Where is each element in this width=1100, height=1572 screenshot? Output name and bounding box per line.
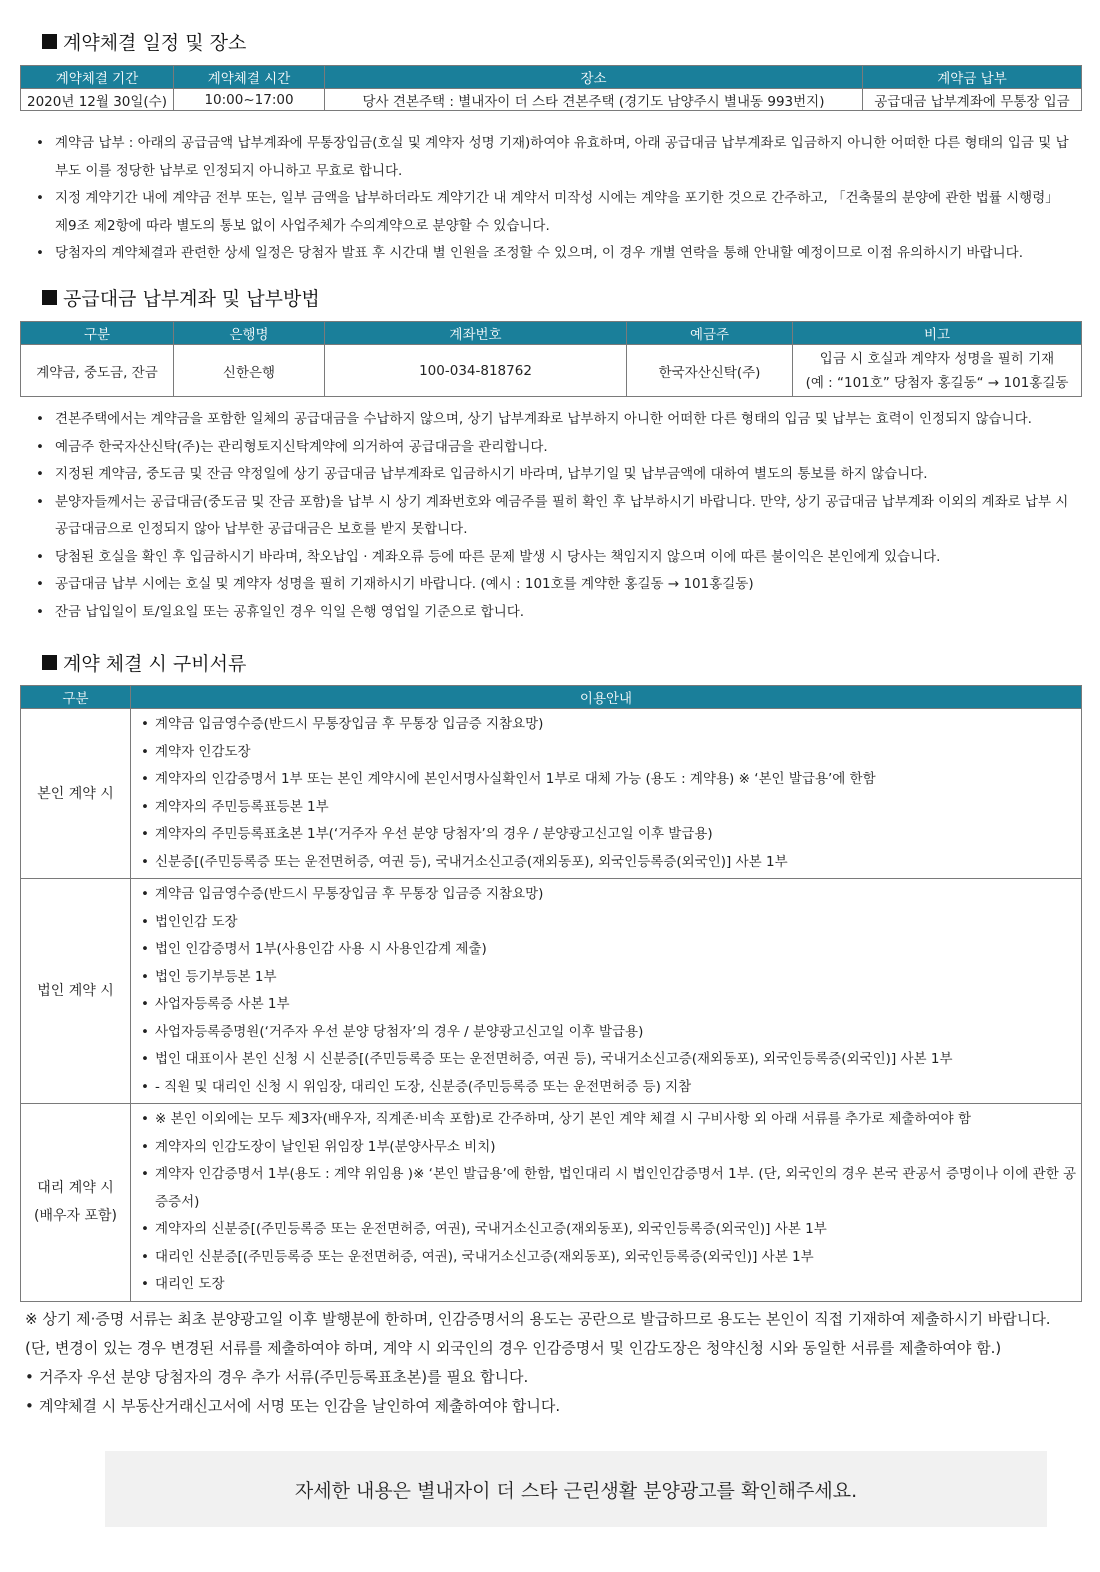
- section-title-text: 계약체결 일정 및 장소: [63, 32, 247, 54]
- list-item: • 법인 대표이사 본인 신청 시 신분증[(주민등록증 또는 운전면허증, 여권 등), 국내거소신고증(재외동포), 외국인등록증(외국인)] 사본 1부: [139, 1046, 1081, 1074]
- footnote-bullet: • 계약체결 시 부동산거래신고서에 서명 또는 인감을 날인하여 제출하여야 합니다.: [25, 1392, 1095, 1421]
- list-item: • 법인 등기부등본 1부: [139, 964, 1081, 992]
- table-header-row: [21, 66, 1082, 89]
- remarks-line: (예 : “101호” 당첨자 홍길동“ → 101홍길동: [805, 374, 1069, 391]
- header-cell: 계약금 납부: [863, 66, 1082, 89]
- list-item: • 법인인감 도장: [139, 909, 1081, 937]
- list-item: • 당첨된 호실을 확인 후 입금하시기 바라며, 착오납입 · 계좌오류 등에 따른 문제 발생 시 당사는 책임지지 않으며 이에 따른 불이익은 본인에게 있습니다.: [30, 544, 1075, 572]
- header-cell: 이용안내: [131, 686, 1082, 709]
- list-item: • 사업자등록증명원(‘거주자 우선 분양 당첨자’의 경우 / 분양광고신고일 이후 발급용): [139, 1019, 1081, 1047]
- list-item: • ※ 본인 이외에는 모두 제3자(배우자, 직계존·비속 포함)로 간주하며, 상기 본인 계약 체결 시 구비사항 외 아래 서류를 추가로 제출하여야 함: [139, 1106, 1081, 1134]
- remarks-cell: [793, 345, 1082, 397]
- section-title-text: 계약 체결 시 구비서류: [63, 653, 247, 675]
- section-title-schedule: [42, 28, 246, 55]
- list-item: • 법인 인감증명서 1부(사용인감 사용 시 사용인감계 제출): [139, 936, 1081, 964]
- footer-banner: [105, 1451, 1047, 1527]
- list-item: • 계약금 입금영수증(반드시 무통장입금 후 무통장 입금증 지참요망): [139, 881, 1081, 909]
- header-cell: 비고: [793, 322, 1082, 345]
- payment-account-table: [20, 321, 1082, 397]
- list-item: • 계약자 인감도장: [139, 739, 1081, 767]
- list-item: • - 직원 및 대리인 신청 시 위임장, 대리인 도장, 신분증(주민등록증 또는 운전면허증 등) 지참: [139, 1074, 1081, 1102]
- category-sublabel: (배우자 포함): [34, 1208, 117, 1225]
- bank-name-cell: 신한은행: [174, 345, 325, 397]
- section-title-payment: [42, 284, 320, 311]
- document-list: [139, 881, 1081, 1101]
- list-item: • 잔금 납입일이 토/일요일 또는 공휴일인 경우 익일 은행 영업일 기준으로 합니다.: [30, 599, 1075, 627]
- list-item: • 계약자의 주민등록표초본 1부(‘거주자 우선 분양 당첨자’의 경우 / 분양광고신고일 이후 발급용): [139, 821, 1081, 849]
- table-row: [21, 709, 1082, 879]
- header-cell: 은행명: [174, 322, 325, 345]
- header-cell: 계약체결 시간: [174, 66, 325, 89]
- black-square-icon: [42, 290, 57, 305]
- list-item: • 분양자들께서는 공급대금(중도금 및 잔금 포함)을 납부 시 상기 계좌번호와 예금주를 필히 확인 후 납부하시기 바랍니다. 만약, 상기 공급대금 납부계좌 이외의 계좌로 납부 시 공급대금으로 인정되지 않아 납부한 공급대금은 보호를 받지 못합니다.: [30, 489, 1075, 544]
- account-number-cell: 100-034-818762: [325, 345, 627, 397]
- footer-text: 자세한 내용은 별내자이 더 스타 근린생활 분양광고를 확인해주세요.: [294, 1479, 858, 1502]
- header-cell: 계약체결 기간: [21, 66, 174, 89]
- header-cell: 예금주: [627, 322, 793, 345]
- account-holder-cell: 한국자산신탁(주): [627, 345, 793, 397]
- table-row: [21, 89, 1082, 111]
- list-item: • 계약금 납부 : 아래의 공급금액 납부계좌에 무통장입금(호실 및 계약자 성명 기재)하여야 유효하며, 아래 공급대금 납부계좌로 입금하지 아니한 어떠한 다른 형태의 입금 및 납부도 이를 정당한 납부로 인정되지 아니하고 무효로 합니다.: [30, 130, 1075, 185]
- document-list: [139, 1106, 1081, 1299]
- deposit-payment-cell: 공급대금 납부계좌에 무통장 입금: [863, 89, 1082, 111]
- payment-type-cell: 계약금, 중도금, 잔금: [21, 345, 174, 397]
- items-cell: [131, 879, 1082, 1104]
- footnotes: [25, 1305, 1095, 1421]
- table-row: [21, 879, 1082, 1104]
- schedule-notes-list: [30, 130, 1075, 268]
- remarks-line: 입금 시 호실과 계약자 성명을 필히 기재: [819, 350, 1055, 367]
- header-cell: 계좌번호: [325, 322, 627, 345]
- header-cell: 구분: [21, 322, 174, 345]
- footnote-line: (단, 변경이 있는 경우 변경된 서류를 제출하여야 하며, 계약 시 외국인의 경우 인감증명서 및 인감도장은 청약신청 시와 동일한 서류를 제출하여야 함.): [25, 1339, 1002, 1357]
- contract-period-cell: 2020년 12월 30일(수): [21, 89, 174, 111]
- category-label: 본인 계약 시: [37, 785, 114, 802]
- list-item: • 신분증[(주민등록증 또는 운전면허증, 여권 등), 국내거소신고증(재외동포), 외국인등록증(외국인)] 사본 1부: [139, 849, 1081, 877]
- list-item: • 사업자등록증 사본 1부: [139, 991, 1081, 1019]
- required-documents-table: [20, 685, 1082, 1302]
- category-label: 법인 계약 시: [37, 983, 114, 999]
- list-item: • 대리인 신분증[(주민등록증 또는 운전면허증, 여권), 국내거소신고증(재외동포), 외국인등록증(외국인)] 사본 1부: [139, 1244, 1081, 1272]
- items-cell: [131, 1104, 1082, 1302]
- contract-time-cell: 10:00~17:00: [174, 89, 325, 111]
- list-item: • 지정 계약기간 내에 계약금 전부 또는, 일부 금액을 납부하더라도 계약기간 내 계약서 미작성 시에는 계약을 포기한 것으로 간주하고, 「건축물의 분양에 관한 법률 시행령」 제9조 제2항에 따라 별도의 통보 없이 사업주체가 수의계약으로 분양할 수 있습니다.: [30, 185, 1075, 240]
- schedule-table: [20, 65, 1082, 111]
- list-item: • 계약자의 인감증명서 1부 또는 본인 계약시에 본인서명사실확인서 1부로 대체 가능 (용도 : 계약용) ※ ‘본인 발급용’에 한함: [139, 766, 1081, 794]
- list-item: • 계약자의 인감도장이 날인된 위임장 1부(분양사무소 비치): [139, 1134, 1081, 1162]
- category-cell: [21, 1104, 131, 1302]
- category-label: 대리 계약 시: [37, 1180, 114, 1197]
- list-item: • 견본주택에서는 계약금을 포함한 일체의 공급대금을 수납하지 않으며, 상기 납부계좌로 납부하지 아니한 어떠한 다른 형태의 입금 및 납부는 효력이 인정되지 않습니다.: [30, 406, 1075, 434]
- table-header-row: [21, 686, 1082, 709]
- table-row: [21, 345, 1082, 397]
- section-title-documents: [42, 649, 246, 676]
- black-square-icon: [42, 34, 57, 49]
- table-row: [21, 1104, 1082, 1302]
- footnote-bullet: • 거주자 우선 분양 당첨자의 경우 추가 서류(주민등록표초본)를 필요 합니다.: [25, 1363, 1095, 1392]
- black-square-icon: [42, 655, 57, 670]
- header-cell: 장소: [325, 66, 863, 89]
- list-item: • 계약자의 신분증[(주민등록증 또는 운전면허증, 여권), 국내거소신고증(재외동포), 외국인등록증(외국인)] 사본 1부: [139, 1216, 1081, 1244]
- category-cell: [21, 879, 131, 1104]
- list-item: • 대리인 도장: [139, 1271, 1081, 1299]
- payment-notes-list: [30, 406, 1075, 626]
- table-header-row: [21, 322, 1082, 345]
- header-cell: 구분: [21, 686, 131, 709]
- footnote-line: ※ 상기 제·증명 서류는 최초 분양광고일 이후 발행분에 한하며, 인감증명서의 용도는 공란으로 발급하므로 용도는 본인이 직접 기재하여 제출하시기 바랍니다.: [25, 1310, 1051, 1328]
- list-item: • 지정된 계약금, 중도금 및 잔금 약정일에 상기 공급대금 납부계좌로 입금하시기 바라며, 납부기일 및 납부금액에 대하여 별도의 통보를 하지 않습니다.: [30, 461, 1075, 489]
- list-item: • 공급대금 납부 시에는 호실 및 계약자 성명을 필히 기재하시기 바랍니다. (예시 : 101호를 계약한 홍길동 → 101홍길동): [30, 571, 1075, 599]
- section-title-text: 공급대금 납부계좌 및 납부방법: [63, 288, 320, 310]
- list-item: • 계약금 입금영수증(반드시 무통장입금 후 무통장 입금증 지참요망): [139, 711, 1081, 739]
- items-cell: [131, 709, 1082, 879]
- contract-place-cell: 당사 견본주택 : 별내자이 더 스타 견본주택 (경기도 남양주시 별내동 993번지): [325, 89, 863, 111]
- list-item: • 계약자 인감증명서 1부(용도 : 계약 위임용 )※ ‘본인 발급용’에 한함, 법인대리 시 법인인감증명서 1부. (단, 외국인의 경우 본국 관공서 증명이나 이에 관한 공증증서): [139, 1161, 1081, 1216]
- list-item: • 당첨자의 계약체결과 관련한 상세 일정은 당첨자 발표 후 시간대 별 인원을 조정할 수 있으며, 이 경우 개별 연락을 통해 안내할 예정이므로 이점 유의하시기 바랍니다.: [30, 240, 1075, 268]
- document-list: [139, 711, 1081, 876]
- list-item: • 예금주 한국자산신탁(주)는 관리형토지신탁계약에 의거하여 공급대금을 관리합니다.: [30, 434, 1075, 462]
- category-cell: [21, 709, 131, 879]
- list-item: • 계약자의 주민등록표등본 1부: [139, 794, 1081, 822]
